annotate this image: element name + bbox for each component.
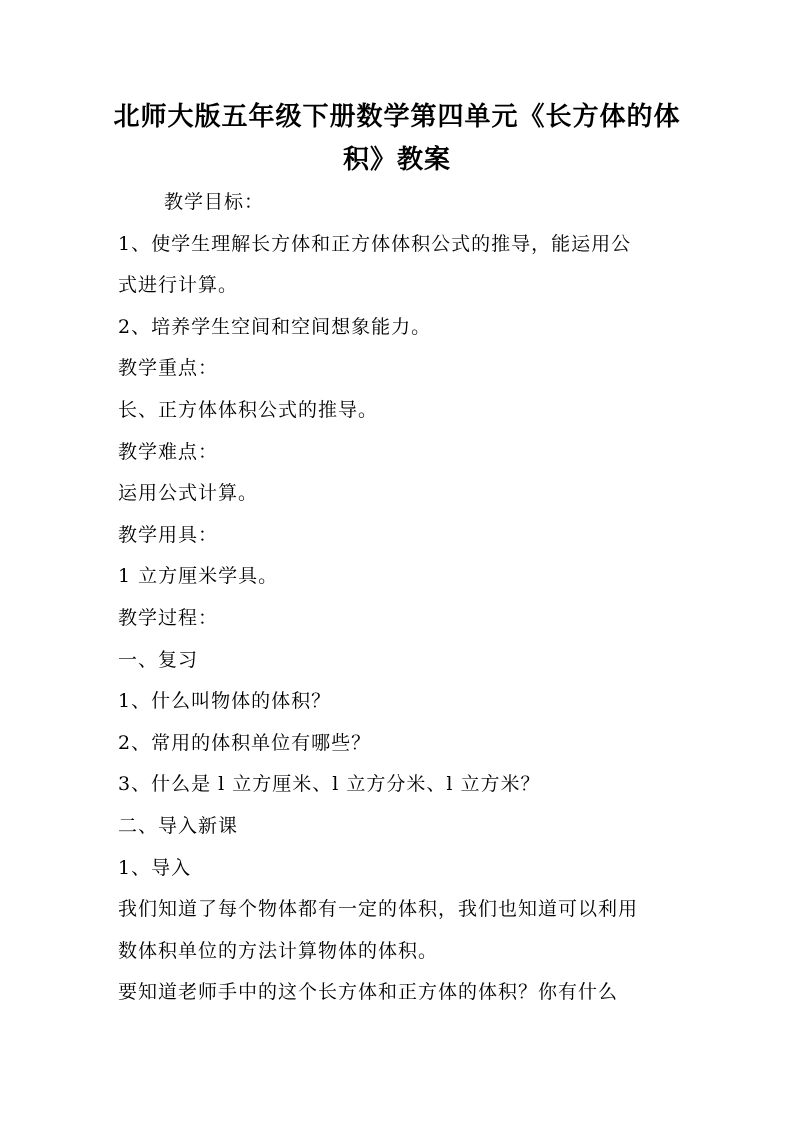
list-item: 3、什么是 l 立方厘米、l 立方分米、l 立方米？ [118,773,541,796]
heading-teaching-focus: 教学重点： [118,357,219,380]
section-heading-new-lesson: 二、导入新课 [118,814,239,837]
list-item: 1、什么叫物体的体积？ [118,690,332,713]
heading-teaching-process: 教学过程： [118,606,219,629]
section-heading-review: 一、复习 [118,648,199,671]
title-line-1: 北师大版五年级下册数学第四单元《长方体的体 [113,102,681,132]
heading-teaching-tools: 教学用具： [118,523,219,546]
document-title [100,96,694,182]
paragraph-line: 式进行计算。 [118,274,239,297]
paragraph-line: 长、正方体体积公式的推导。 [118,398,379,421]
paragraph-line: 运用公式计算。 [118,482,259,505]
paragraph-line: 2、培养学生空间和空间想象能力。 [118,315,432,338]
heading-teaching-difficulty: 教学难点： [118,440,219,463]
paragraph-line: 1、使学生理解长方体和正方体体积公式的推导，能运用公 [118,232,632,255]
paragraph-line: 数体积单位的方法计算物体的体积。 [118,939,439,962]
list-item: 1、导入 [118,856,192,879]
title-line-2: 积》教案 [342,145,451,175]
list-item: 2、常用的体积单位有哪些？ [118,731,372,754]
paragraph-line: 要知道老师手中的这个长方体和正方体的体积？你有什么 [118,981,619,1004]
paragraph-line: 我们知道了每个物体都有一定的体积，我们也知道可以利用 [118,898,639,921]
document-body [118,182,678,1014]
heading-teaching-objectives: 教学目标： [164,191,265,213]
paragraph-line: 1 立方厘米学具。 [118,565,279,588]
